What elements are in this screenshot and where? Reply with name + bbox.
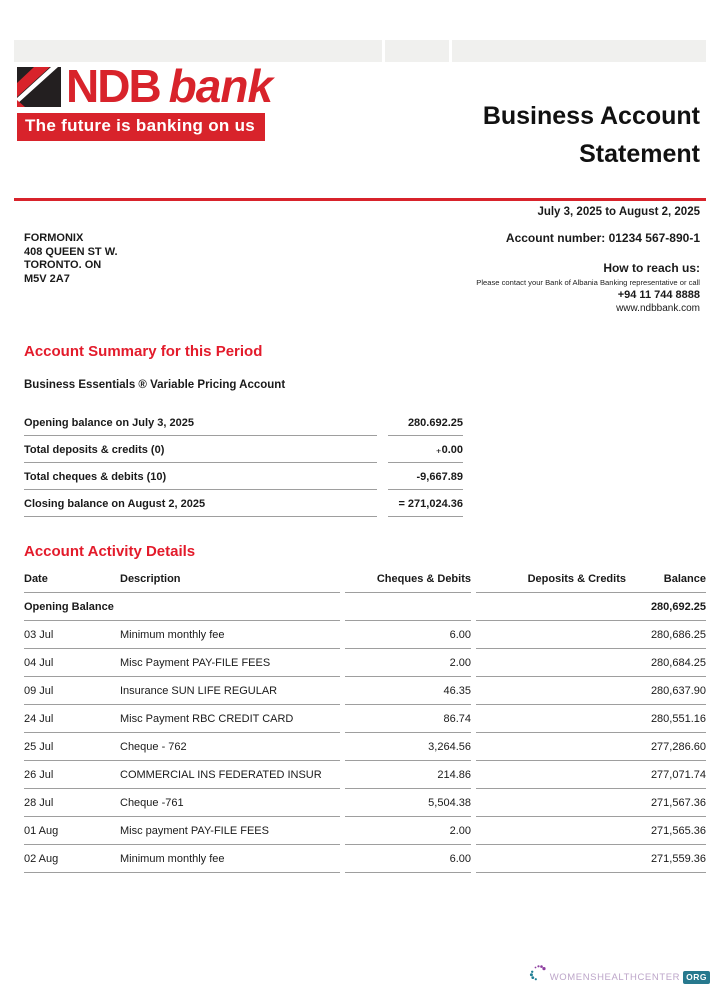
summary-row-value: -9,667.89 [388,463,463,490]
transaction-row [24,649,706,677]
account-number: Account number: 01234 567-890-1 [505,231,700,245]
transaction-date: 09 Jul [24,685,54,697]
column-header-debits: Cheques & Debits [345,565,471,593]
transaction-row [24,761,706,789]
contact-block [476,231,700,314]
contact-phone: +94 11 744 8888 [617,289,700,301]
customer-address-line: TORONTO. ON [24,259,102,272]
column-header-date: Date [24,573,48,585]
top-bar-divider [382,40,385,62]
bank-name-main: NDB [66,60,160,112]
customer-name: FORMONIX [24,232,84,244]
transaction-date: 28 Jul [24,797,54,809]
transaction-description: Cheque -761 [120,797,184,809]
summary-row-label: Closing balance on August 2, 2025 [24,490,377,517]
header-divider-rule [14,198,706,201]
transaction-description: Misc payment PAY-FILE FEES [120,825,269,837]
activity-table [24,565,706,873]
transaction-row [24,677,706,705]
transaction-date: 24 Jul [24,713,54,725]
transaction-balance: 271,565.36 [650,825,706,837]
transaction-debit: 2.00 [345,649,471,677]
reach-us-text: Please contact your Bank of Albania Banking representative or call [476,278,700,287]
transaction-credit [476,797,626,810]
column-header-description: Description [120,573,181,585]
transaction-date: 03 Jul [24,629,54,641]
transaction-description: COMMERCIAL INS FEDERATED INSUR [120,769,322,781]
transaction-date: 25 Jul [24,741,54,753]
watermark-text: WOMENSHEALTHCENTER [549,972,681,983]
customer-address-line: 408 QUEEN ST W. [24,245,118,258]
customer-address-block [24,232,118,287]
transaction-balance: 280,684.25 [650,657,706,669]
bank-name [66,60,273,112]
transaction-debit: 6.00 [345,621,471,649]
transaction-balance: 271,559.36 [650,853,706,865]
transaction-row [24,789,706,817]
opening-balance-amount: 280,692.25 [650,601,706,613]
opening-balance-row [24,593,706,621]
transaction-balance: 277,286.60 [650,741,706,753]
transaction-row [24,817,706,845]
bank-logo [17,60,273,141]
customer-address-line: M5V 2A7 [24,273,70,286]
summary-table [24,409,463,517]
transaction-credit [476,769,626,782]
transaction-debit: 214.86 [345,761,471,789]
summary-row-value: = 271,024.36 [388,490,463,517]
transaction-debit: 6.00 [345,845,471,873]
contact-website[interactable]: www.ndbbank.com [616,303,700,314]
reach-us-heading: How to reach us: [603,261,700,275]
watermark-swirl-icon [529,964,549,984]
bank-name-sub: bank [168,60,273,112]
transaction-description: Insurance SUN LIFE REGULAR [120,685,278,697]
transaction-row [24,733,706,761]
transaction-debit: 5,504.38 [345,789,471,817]
summary-row [24,490,463,517]
transaction-date: 02 Aug [24,853,59,865]
transaction-credit [476,657,626,670]
transaction-row [24,705,706,733]
statement-title-line1: Business Account [482,102,700,130]
watermark [529,964,710,984]
transaction-description: Minimum monthly fee [120,853,225,865]
transaction-description: Minimum monthly fee [120,629,225,641]
top-bar-divider [449,40,452,62]
summary-section-heading: Account Summary for this Period [24,343,263,360]
transaction-credit [476,853,626,866]
transaction-credit [476,685,626,698]
transaction-description: Misc Payment PAY-FILE FEES [120,657,271,669]
summary-row-value: ₊0.00 [388,436,463,463]
summary-row-label: Opening balance on July 3, 2025 [24,409,377,436]
transaction-debit: 46.35 [345,677,471,705]
transaction-credit [476,713,626,726]
transaction-credit [476,825,626,838]
summary-row-label: Total cheques & debits (10) [24,463,377,490]
transaction-credit [476,741,626,754]
bank-tagline: The future is banking on us [17,113,265,141]
statement-title [483,97,700,173]
summary-row [24,436,463,463]
column-header-credits: Deposits & Credits [527,573,626,585]
summary-row [24,409,463,436]
opening-balance-credit [476,601,626,614]
transaction-balance: 280,637.90 [650,685,706,697]
statement-period: July 3, 2025 to August 2, 2025 [537,206,700,218]
transaction-debit: 2.00 [345,817,471,845]
summary-row-label: Total deposits & credits (0) [24,436,377,463]
transaction-credit [476,629,626,642]
transaction-debit: 86.74 [345,705,471,733]
activity-rows [24,621,706,873]
transaction-row [24,621,706,649]
top-gray-bar [14,40,706,62]
opening-balance-debit [345,593,471,621]
transaction-debit: 3,264.56 [345,733,471,761]
transaction-date: 26 Jul [24,769,54,781]
watermark-org-badge: ORG [683,971,710,984]
transaction-balance: 280,686.25 [650,629,706,641]
transaction-balance: 277,071.74 [650,769,706,781]
activity-section-heading: Account Activity Details [24,543,196,560]
opening-balance-label: Opening Balance [24,601,114,613]
summary-row-value: 280.692.25 [388,409,463,436]
transaction-description: Misc Payment RBC CREDIT CARD [120,713,294,725]
transaction-date: 01 Aug [24,825,59,837]
summary-row [24,463,463,490]
account-product-name: Business Essentials ® Variable Pricing Account [24,379,286,391]
transaction-date: 04 Jul [24,657,54,669]
transaction-row [24,845,706,873]
transaction-balance: 280,551.16 [650,713,706,725]
bank-logo-icon [17,67,61,107]
statement-title-line2: Statement [579,140,700,168]
transaction-description: Cheque - 762 [120,741,187,753]
transaction-balance: 271,567.36 [650,797,706,809]
column-header-balance: Balance [663,573,706,585]
activity-header-row [24,565,706,593]
